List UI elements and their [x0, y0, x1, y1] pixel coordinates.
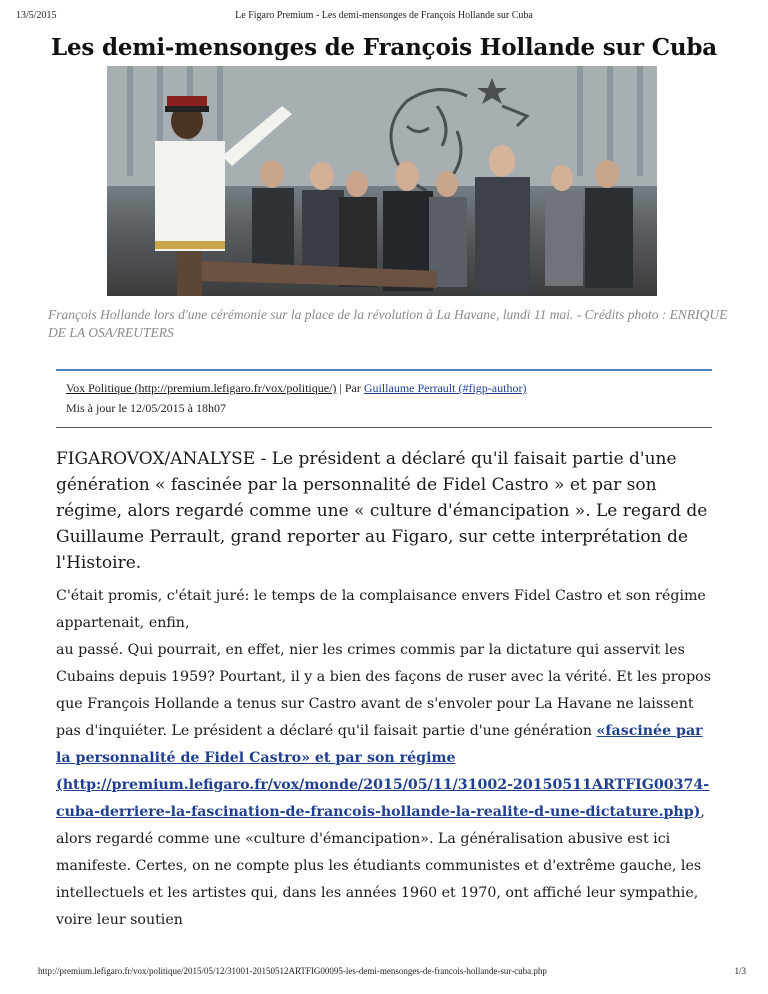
author-link[interactable]: Guillaume Perrault (#figp-author) [363, 381, 527, 395]
article-lead: FIGAROVOX/ANALYSE - Le président a déclaré qu'il faisait partie d'une génération « fascinée par la personnalité de Fidel Castro » et par son régime, alors regardé comme une « culture d'émancipation ». Le regard de Guillaume Perrault, grand reporter au Figaro, sur cette interprétation de l'Histoire. [56, 449, 708, 573]
section-link[interactable]: Vox Politique (http://premium.lefigaro.fr/vox/politique/) [66, 381, 337, 395]
photo-caption: François Hollande lors d'une cérémonie sur la place de la révolution à La Havane, lundi 11 mai. - Crédits photo : ENRIQUE DE LA OSA/REUTERS [48, 307, 728, 340]
inline-article-link[interactable]: «fascinée par la personnalité de Fidel Castro» et par son régime (http://premium.lefigaro.fr/vox/monde/2015/05/11/31002-20150511ARTFIG00374-cuba-derriere-la-fascination-de-francois-hollande-la-realite-d-une-dictature.php) [56, 723, 710, 820]
page-number: 1/3 [734, 966, 746, 976]
print-date: 13/5/2015 [16, 10, 57, 21]
article-body [56, 583, 716, 934]
byline [66, 381, 526, 396]
print-page-title: Le Figaro Premium - Les demi-mensonges de François Hollande sur Cuba [235, 10, 533, 21]
article-photo [107, 66, 657, 296]
article-headline: Les demi-mensonges de François Hollande sur Cuba [50, 34, 717, 61]
body-part-3: , alors regardé comme une «culture d'émancipation». La généralisation abusive est ici manifeste. Certes, on ne compte plus les étudiants communistes et d'extrême gauche, les intellectuels et les artistes qui, dans les années 1960 et 1970, ont affiché leur sympathie, voire leur soutien [56, 804, 705, 928]
byline-separator: | Par [336, 381, 364, 395]
body-part-2: au passé. Qui pourrait, en effet, nier les crimes commis par la dictature qui asservit les Cubains depuis 1959? Pourtant, il y a bien des façons de ruser avec la vérité. Et les propos que François Hollande a tenus sur Castro avant de s'envoler pour La Havane ne laissent pas d'inquiéter. Le président a déclaré qu'il faisait partie d'une génération [56, 642, 711, 739]
print-url: http://premium.lefigaro.fr/vox/politique/2015/05/12/31001-20150512ARTFIG00095-les-demi-mensonges-de-francois-hollande-sur-cuba.php [38, 966, 547, 976]
article-meta [56, 369, 712, 428]
update-date: Mis à jour le 12/05/2015 à 18h07 [66, 401, 226, 415]
body-part-1: C'était promis, c'était juré: le temps de la complaisance envers Fidel Castro et son régime appartenait, enfin, [56, 588, 706, 631]
